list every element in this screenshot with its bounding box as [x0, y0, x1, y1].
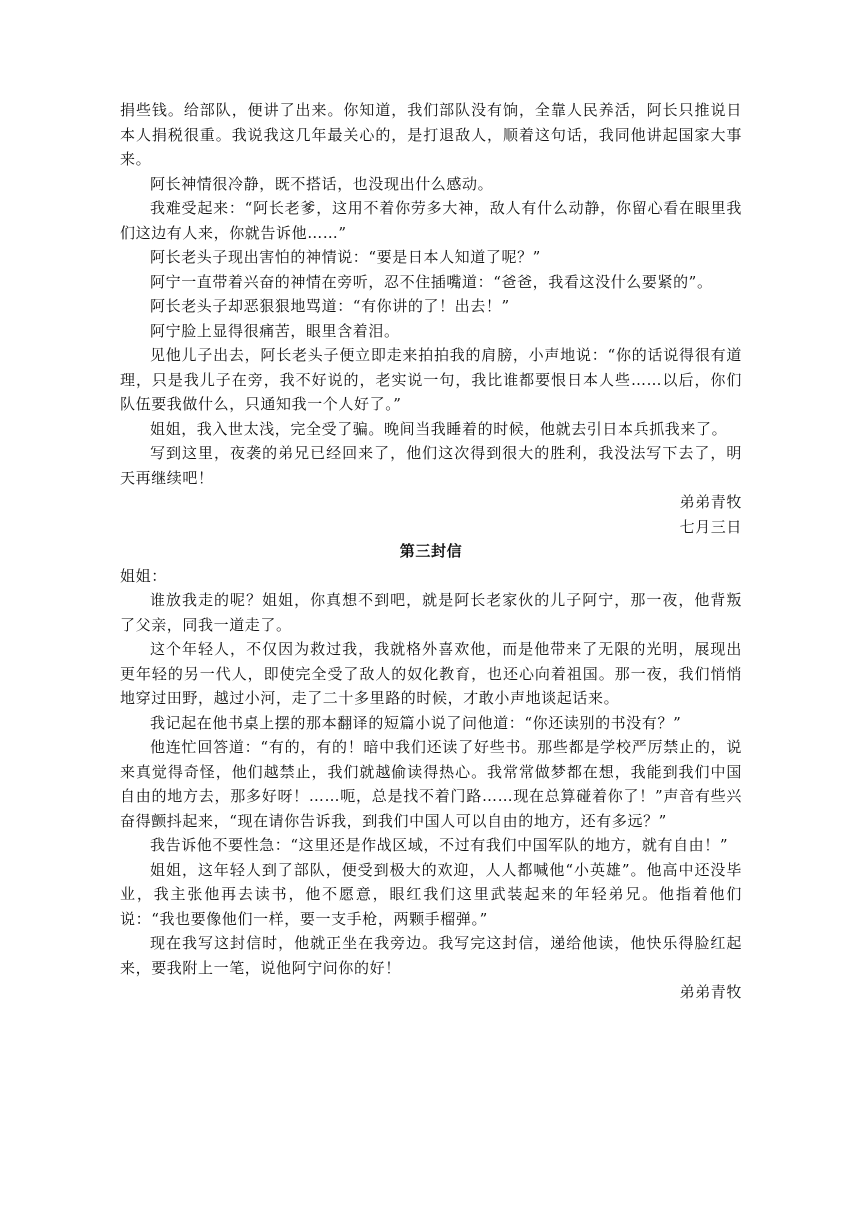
letter2-paragraph: 姐姐，我入世太浅，完全受了骗。晚间当我睡着的时候，他就去引日本兵抓我来了。	[150, 419, 728, 438]
letter2-paragraph: 阿长老头子现出害怕的神情说：“要是日本人知道了呢？”	[150, 248, 541, 266]
letter3-signature: 弟弟青牧	[679, 983, 742, 1001]
letter3-title: 第三封信	[399, 542, 463, 560]
letter2-paragraph: 阿长老头子却恶狠狠地骂道：“有你讲的了！出去！”	[150, 297, 510, 315]
letter2-paragraph: 捐些钱。给部队，便讲了出来。你知道，我们部队没有饷，全靠人民养活，阿长只推说日本人捐税很重。我说我这几年最关心的，是打退敌人，顺着这句话，我同他讲起国家大事来。	[120, 101, 742, 168]
letter3-paragraph: 现在我写这封信时，他就正坐在我旁边。我写完这封信，递给他读，他快乐得脸红起来，要我附上一笔，说他阿宁问你的好！	[120, 934, 742, 977]
letter2-paragraph: 阿长神情很冷静，既不搭话，也没现出什么感动。	[150, 174, 494, 193]
letter3-paragraph: 我告诉他不要性急：“这里还是作战区域，不过有我们中国军队的地方，就有自由！”	[150, 836, 729, 854]
letter3-salutation: 姐姐：	[120, 566, 167, 585]
letter2-paragraph: 见他儿子出去，阿长老头子便立即走来拍拍我的肩膀，小声地说：“你的话说得很有道理，只是我儿子在旁，我不好说的，老实说一句，我比谁都要恨日本人些……以后，你们队伍要我做什么，只通知我一个人好了。”	[120, 346, 742, 413]
letter2-paragraph: 阿宁脸上显得很痛苦，眼里含着泪。	[150, 321, 400, 340]
letter2-paragraph: 我难受起来：“阿长老爹，这用不着你劳多大神，敌人有什么动静，你留心看在眼里我们这边有人来，你就告诉他……”	[120, 199, 742, 242]
letter3-paragraph: 姐姐，这年轻人到了部队，便受到极大的欢迎，人人都喊他“小英雄”。他高中还没毕业，我主张他再去读书，他不愿意，眼红我们这里武装起来的年轻弟兄。他指着他们说：“我也要像他们一样，要一支手枪，两颗手榴弹。”	[120, 860, 742, 928]
letter3-paragraph: 谁放我走的呢？姐姐，你真想不到吧，就是阿长老家伙的儿子阿宁，那一夜，他背叛了父亲，同我一道走了。	[120, 591, 742, 634]
letter2-date: 七月三日	[679, 517, 742, 536]
letter3-paragraph: 这个年轻人，不仅因为救过我，我就格外喜欢他，而是他带来了无限的光明，展现出更年轻的另一代人，即使完全受了敌人的奴化教育，也还心向着祖国。那一夜，我们悄悄地穿过田野，越过小河，走了二十多里路的时候，才敢小声地谈起话来。	[120, 640, 742, 707]
letter3-paragraph: 他连忙回答道：“有的，有的！暗中我们还读了好些书。那些都是学校严厉禁止的，说来真觉得奇怪，他们越禁止，我们就越偷读得热心。我常常做梦都在想，我能到我们中国自由的地方去，那多好呀！……呃，总是找不着门路……现在总算碰着你了！”声音有些兴奋得颤抖起来，“现在请你告诉我，到我们中国人可以自由的地方，还有多远？”	[120, 738, 742, 830]
letter2-paragraph: 阿宁一直带着兴奋的神情在旁听，忍不住插嘴道：“爸爸，我看这没什么要紧的”。	[150, 272, 713, 291]
document-page	[120, 98, 742, 1005]
letter3-paragraph: 我记起在他书桌上摆的那本翻译的短篇小说了问他道：“你还读别的书没有？”	[150, 713, 682, 732]
letter2-signature: 弟弟青牧	[679, 493, 742, 511]
letter2-paragraph: 写到这里，夜袭的弟兄已经回来了，他们这次得到很大的胜利，我没法写下去了，明天再继续吧！	[120, 444, 742, 487]
